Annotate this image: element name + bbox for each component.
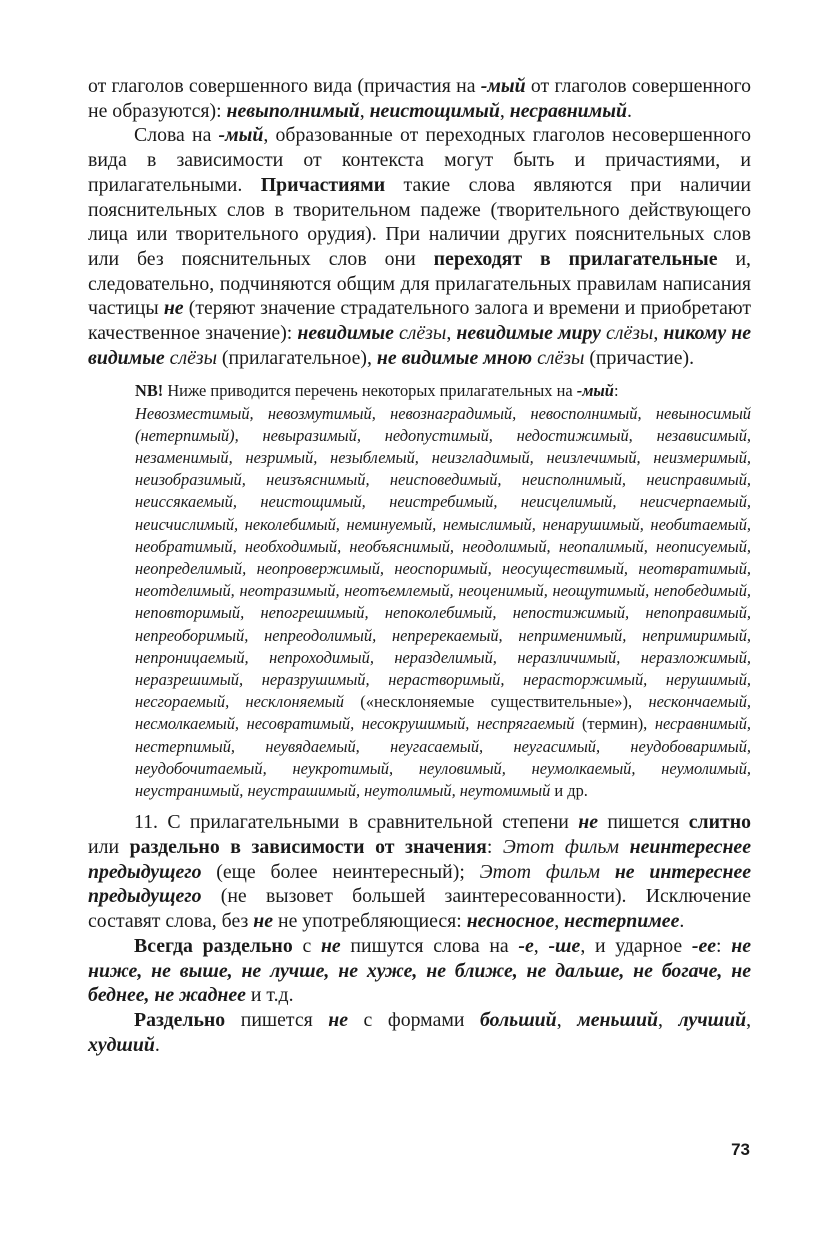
text: , — [653, 322, 664, 345]
example-term: нестерпимее — [564, 910, 680, 933]
page-number: 73 — [731, 1140, 750, 1159]
paragraph-3 — [88, 810, 751, 934]
suffix-term: -е — [518, 934, 534, 957]
word-list: нетерпимый — [140, 425, 230, 445]
word-list: нескончаемый, несмолкаемый, несовратимый, несокрушимый, неспрягаемый — [135, 692, 752, 734]
text: пишется — [225, 1008, 329, 1031]
text: и, следовательно, подчиняются общим для прилагательных правилам написания частицы — [88, 247, 752, 320]
text: пишется — [598, 811, 689, 834]
example-term: больший — [480, 1008, 557, 1031]
text: . — [626, 99, 632, 122]
text: , — [554, 910, 565, 933]
text: от глаголов совершенного вида (причастия на — [88, 75, 481, 97]
text: 11. С прилагательными в сравнительной степени — [134, 811, 579, 834]
word-list: ), невыразимый, недопустимый, недостижимый, независимый, незаменимый, незримый, незыблемый, неизгладимый, неизлечимый, неизмеримый, неизобразимый, неизъяснимый, неисповедимый, неисполнимый, неисправимый, неиссякаемый, неистощимый, неистребимый, неисцелимый, неисчерпаемый, неисчислимый, неколебимый, неминуемый, немыслимый, ненарушимый, необитаемый, необратимый, необходимый, необъяснимый, неодолимый, неопалимый, неописуемый, неопределимый, неопровержимый, неоспоримый, неосуществимый, неотвратимый, неотделимый, неотразимый, неотъемлемый, неоценимый, неощутимый, непобедимый, неповторимый, непогрешимый, непоколебимый, непостижимый, непоправимый, непреоборимый, непреодолимый, непререкаемый, неприменимый, непримиримый, непроницаемый, непроходимый, неразделимый, неразличимый, неразложимый, неразрешимый, неразрушимый, нерастворимый, нерасторжимый, нерушимый, несгораемый, несклоняемый — [135, 425, 751, 712]
word-list: несравнимый, нестерпимый, неувядаемый, неугасаемый, неугасимый, неудобоваримый, неудобочитаемый, неукротимый, неуловимый, неумолкаемый, неумолимый, неустранимый, неустрашимый, неутолимый, неутомимый — [135, 714, 751, 801]
text: Ниже приводится перечень некоторых прилагательных на — [163, 381, 577, 401]
example-term: не ниже, не выше, не лучше, не хуже, не ближе, не дальше, не богаче, не беднее, не жаднее — [88, 934, 752, 1007]
word-list: Невозместимый, невозмутимый, невознаградимый, невосполнимый, невыносимый ( — [135, 403, 751, 445]
text: от глаголов совершенного не образуются): — [88, 75, 751, 122]
text: такие слова являются при наличии пояснительных слов в творительном падеже (творительного действующего лица или творительного орудия). При наличии других пояснительных слов или без пояснительных слов они — [88, 173, 751, 270]
text: , — [359, 99, 370, 122]
text: , и ударное — [580, 934, 692, 957]
text: , — [533, 934, 549, 957]
text: , — [499, 99, 510, 122]
text: (не вызовет большей заинтересованности). Исключение составят слова, без — [88, 885, 751, 933]
text: (еще более неинтересный); — [201, 860, 480, 883]
suffix-term: -мый — [480, 75, 526, 97]
example-term: невидимые — [297, 322, 394, 345]
text: . — [679, 910, 685, 933]
example-text: Этот фильм — [502, 836, 630, 858]
text: , — [556, 1008, 578, 1031]
text: , — [746, 1008, 752, 1031]
text: , — [446, 322, 457, 345]
example-term: несносное — [466, 910, 555, 933]
example-term: меньший — [577, 1008, 659, 1031]
nb-label: NB! — [135, 381, 164, 401]
text: . — [154, 1033, 160, 1056]
example-term: несравнимый — [509, 99, 627, 122]
text: не употребляющиеся: — [273, 910, 467, 933]
example-text: слёзы — [393, 322, 447, 345]
example-term: лучший — [678, 1008, 747, 1031]
suffix-term: -мый — [576, 381, 614, 401]
example-term: не интереснее предыдущего — [88, 860, 751, 908]
example-text: Этот фильм — [479, 860, 615, 883]
paragraph-1 — [88, 74, 751, 123]
text: с — [292, 934, 321, 957]
text: : — [613, 381, 619, 401]
example-term: неистощимый — [369, 99, 500, 122]
particle-term: не — [253, 910, 274, 933]
example-term: никому не видимые — [88, 322, 752, 369]
example-text: слёзы — [600, 322, 654, 345]
suffix-term: -ее — [691, 934, 717, 957]
key-term: Раздельно — [134, 1008, 226, 1031]
text: : — [486, 836, 503, 858]
text: и др. — [550, 781, 588, 801]
key-term: Всегда раздельно — [134, 934, 293, 957]
text: (теряют значение страдательного залога и времени и приобретают качественное значение): — [88, 297, 752, 345]
text: или — [88, 836, 130, 858]
text: и т.д. — [245, 984, 294, 1007]
text: , — [658, 1008, 679, 1031]
particle-term: не — [328, 1008, 349, 1031]
example-term: невидимые миру — [456, 322, 601, 345]
page-body — [88, 74, 751, 1057]
particle-term: не — [163, 297, 184, 320]
key-term: Причастиями — [260, 173, 386, 196]
suffix-term: -мый — [218, 124, 264, 147]
text: : — [716, 934, 732, 957]
example-text: слёзы — [532, 346, 585, 369]
text: («несклоняемые существительные»), — [343, 692, 649, 712]
particle-term: не — [320, 934, 341, 957]
paragraph-4 — [88, 934, 751, 1008]
example-term: не видимые мною — [376, 346, 533, 369]
text: пишутся слова на — [340, 934, 519, 957]
text: , образованные от переходных глаголов несовершенного вида в зависимости от контекста могут быть и причастиями, и прилагательными. — [88, 124, 751, 196]
text: (прилагательное), — [216, 346, 377, 369]
key-term: слитно — [688, 811, 751, 834]
paragraph-5 — [88, 1008, 751, 1057]
example-text: слёзы — [164, 346, 217, 369]
nb-note — [135, 380, 751, 802]
text: Слова на — [134, 124, 219, 147]
example-term: невыполнимый — [226, 99, 360, 122]
example-term: неинтереснее предыдущего — [88, 836, 751, 883]
key-term: переходят в прилагательные — [433, 247, 718, 270]
text: (термин), — [574, 714, 655, 734]
paragraph-2 — [88, 123, 751, 370]
key-term: раздельно в зависимости от значения — [129, 836, 487, 858]
particle-term: не — [578, 811, 599, 834]
text: (причастие). — [584, 346, 695, 369]
text: с формами — [348, 1008, 480, 1031]
suffix-term: -ше — [548, 934, 581, 957]
example-term: худший — [88, 1033, 155, 1056]
